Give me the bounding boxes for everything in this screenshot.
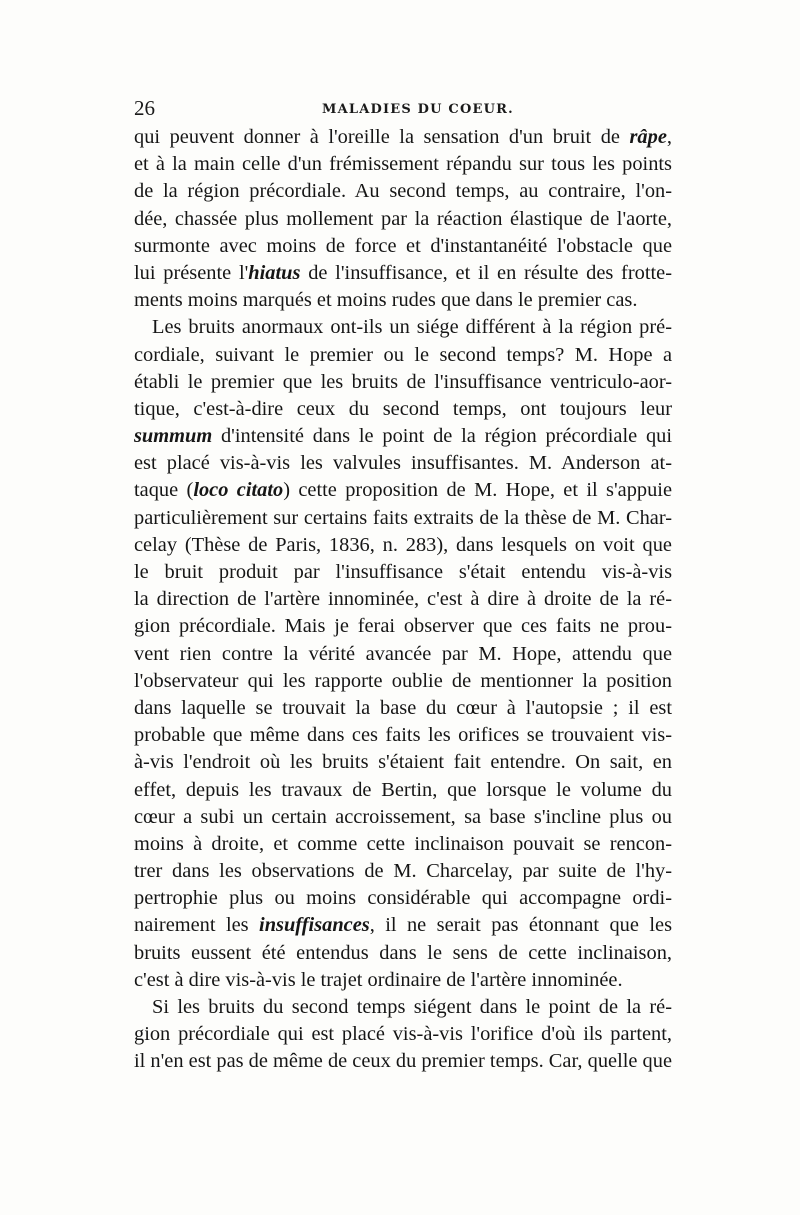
text-segment: établi le premier que les bruits de l'insuffisance ventriculo-aor- <box>134 370 672 393</box>
text-segment: effet, depuis les travaux de Bertin, que lorsque le volume du <box>134 778 672 801</box>
text-segment: tique, c'est-à-dire ceux du second temps, ont toujours leur <box>134 397 672 420</box>
text-line <box>134 777 672 804</box>
text-line <box>134 396 672 423</box>
text-line <box>134 151 672 178</box>
text-segment: ) cette proposition de M. Hope, et il s'appuie <box>283 479 672 502</box>
text-segment: et à la main celle d'un frémissement répandu sur tous les points <box>134 153 672 176</box>
text-line <box>134 369 672 396</box>
text-line <box>134 804 672 831</box>
text-line <box>134 1048 672 1075</box>
text-segment: surmonte avec moins de force et d'instantanéité l'obstacle que <box>134 234 672 257</box>
text-segment: dans laquelle se trouvait la base du cœur à l'autopsie ; il est <box>134 696 672 719</box>
text-segment: ments moins marqués et moins rudes que dans le premier cas. <box>134 289 638 312</box>
text-line <box>134 287 672 314</box>
text-segment: taque ( <box>134 479 194 502</box>
page-number: 26 <box>134 96 155 120</box>
text-segment: le bruit produit par l'insuffisance s'était entendu vis-à-vis <box>134 561 672 583</box>
text-line <box>134 505 672 532</box>
text-segment: d'intensité dans le point de la région précordiale qui <box>212 425 672 448</box>
text-line <box>134 178 672 205</box>
text-segment: cœur a subi un certain accroissement, sa base s'incline plus ou <box>134 805 672 828</box>
text-segment: cordiale, suivant le premier ou le second temps? M. Hope a <box>134 343 672 366</box>
italic-text: summum <box>134 425 213 448</box>
text-segment: Si les bruits du second temps siégent dans le point de la ré- <box>152 996 672 1018</box>
text-line <box>134 314 672 341</box>
text-line <box>134 586 672 613</box>
text-line <box>134 912 672 939</box>
text-line <box>134 559 672 586</box>
text-segment: gion précordiale qui est placé vis-à-vis l'orifice d'où ils partent, <box>134 1023 672 1046</box>
text-segment: de l'insuffisance, et il en résulte des frotte- <box>300 261 672 284</box>
text-line <box>134 260 672 287</box>
text-line <box>134 342 672 369</box>
italic-text: hiatus <box>248 261 301 284</box>
text-segment: , <box>666 126 672 148</box>
text-line <box>134 613 672 640</box>
text-line <box>134 668 672 695</box>
text-line <box>134 695 672 722</box>
text-line <box>134 749 672 776</box>
text-line <box>134 124 672 151</box>
text-segment: il n'en est pas de même de ceux du premier temps. Car, quelle que <box>134 1050 672 1073</box>
text-segment: nairement les <box>134 914 260 937</box>
text-segment: de la région précordiale. Au second temps, au contraire, l'on- <box>134 180 672 203</box>
text-segment: est placé vis-à-vis les valvules insuffisantes. M. Anderson at- <box>134 452 672 475</box>
text-segment: l'observateur qui les rapporte oublie de mentionner la position <box>134 669 672 692</box>
text-segment: la direction de l'artère innominée, c'est à dire à droite de la ré- <box>134 588 672 611</box>
text-line <box>134 885 672 912</box>
text-line <box>134 477 672 504</box>
text-line <box>134 858 672 885</box>
text-segment: moins à droite, et comme cette inclinaison pouvait se rencon- <box>134 832 672 855</box>
italic-text: râpe <box>629 126 667 148</box>
text-segment: celay (Thèse de Paris, 1836, n. 283), dans lesquels on voit que <box>134 533 672 556</box>
text-line <box>134 641 672 668</box>
running-title: MALADIES DU COEUR. <box>322 102 514 117</box>
text-line <box>134 831 672 858</box>
text-line <box>134 532 672 559</box>
page-header <box>134 96 672 124</box>
text-line <box>134 994 672 1021</box>
text-segment: c'est à dire vis-à-vis le trajet ordinaire de l'artère innominée. <box>134 968 623 991</box>
text-segment: à-vis l'endroit où les bruits s'étaient fait entendre. On sait, en <box>134 751 672 774</box>
body-text <box>134 124 672 1076</box>
text-segment: bruits eussent été entendus dans le sens de cette inclinaison, <box>134 941 672 964</box>
text-line <box>134 1021 672 1048</box>
text-line <box>134 940 672 967</box>
italic-text: insuffisances <box>259 914 370 937</box>
italic-text: loco citato <box>193 479 284 502</box>
text-segment: dée, chassée plus mollement par la réaction élastique de l'aorte, <box>134 207 672 230</box>
text-segment: particulièrement sur certains faits extraits de la thèse de M. Char- <box>134 506 672 529</box>
text-line <box>134 967 672 994</box>
text-segment: Les bruits anormaux ont-ils un siége différent à la région pré- <box>152 316 672 339</box>
text-segment: qui peuvent donner à l'oreille la sensation d'un bruit de <box>134 126 630 148</box>
text-line <box>134 450 672 477</box>
text-segment: lui présente l' <box>134 261 249 284</box>
text-line <box>134 233 672 260</box>
text-segment: vent rien contre la vérité avancée par M. Hope, attendu que <box>134 642 672 665</box>
text-segment: pertrophie plus ou moins considérable qui accompagne ordi- <box>134 887 672 910</box>
text-segment: , il ne serait pas étonnant que les <box>369 914 672 937</box>
text-segment: gion précordiale. Mais je ferai observer que ces faits ne prou- <box>134 615 672 638</box>
text-line <box>134 206 672 233</box>
text-line <box>134 722 672 749</box>
text-segment: trer dans les observations de M. Charcelay, par suite de l'hy- <box>134 860 672 883</box>
text-segment: probable que même dans ces faits les orifices se trouvaient vis- <box>134 724 672 747</box>
text-line <box>134 423 672 450</box>
